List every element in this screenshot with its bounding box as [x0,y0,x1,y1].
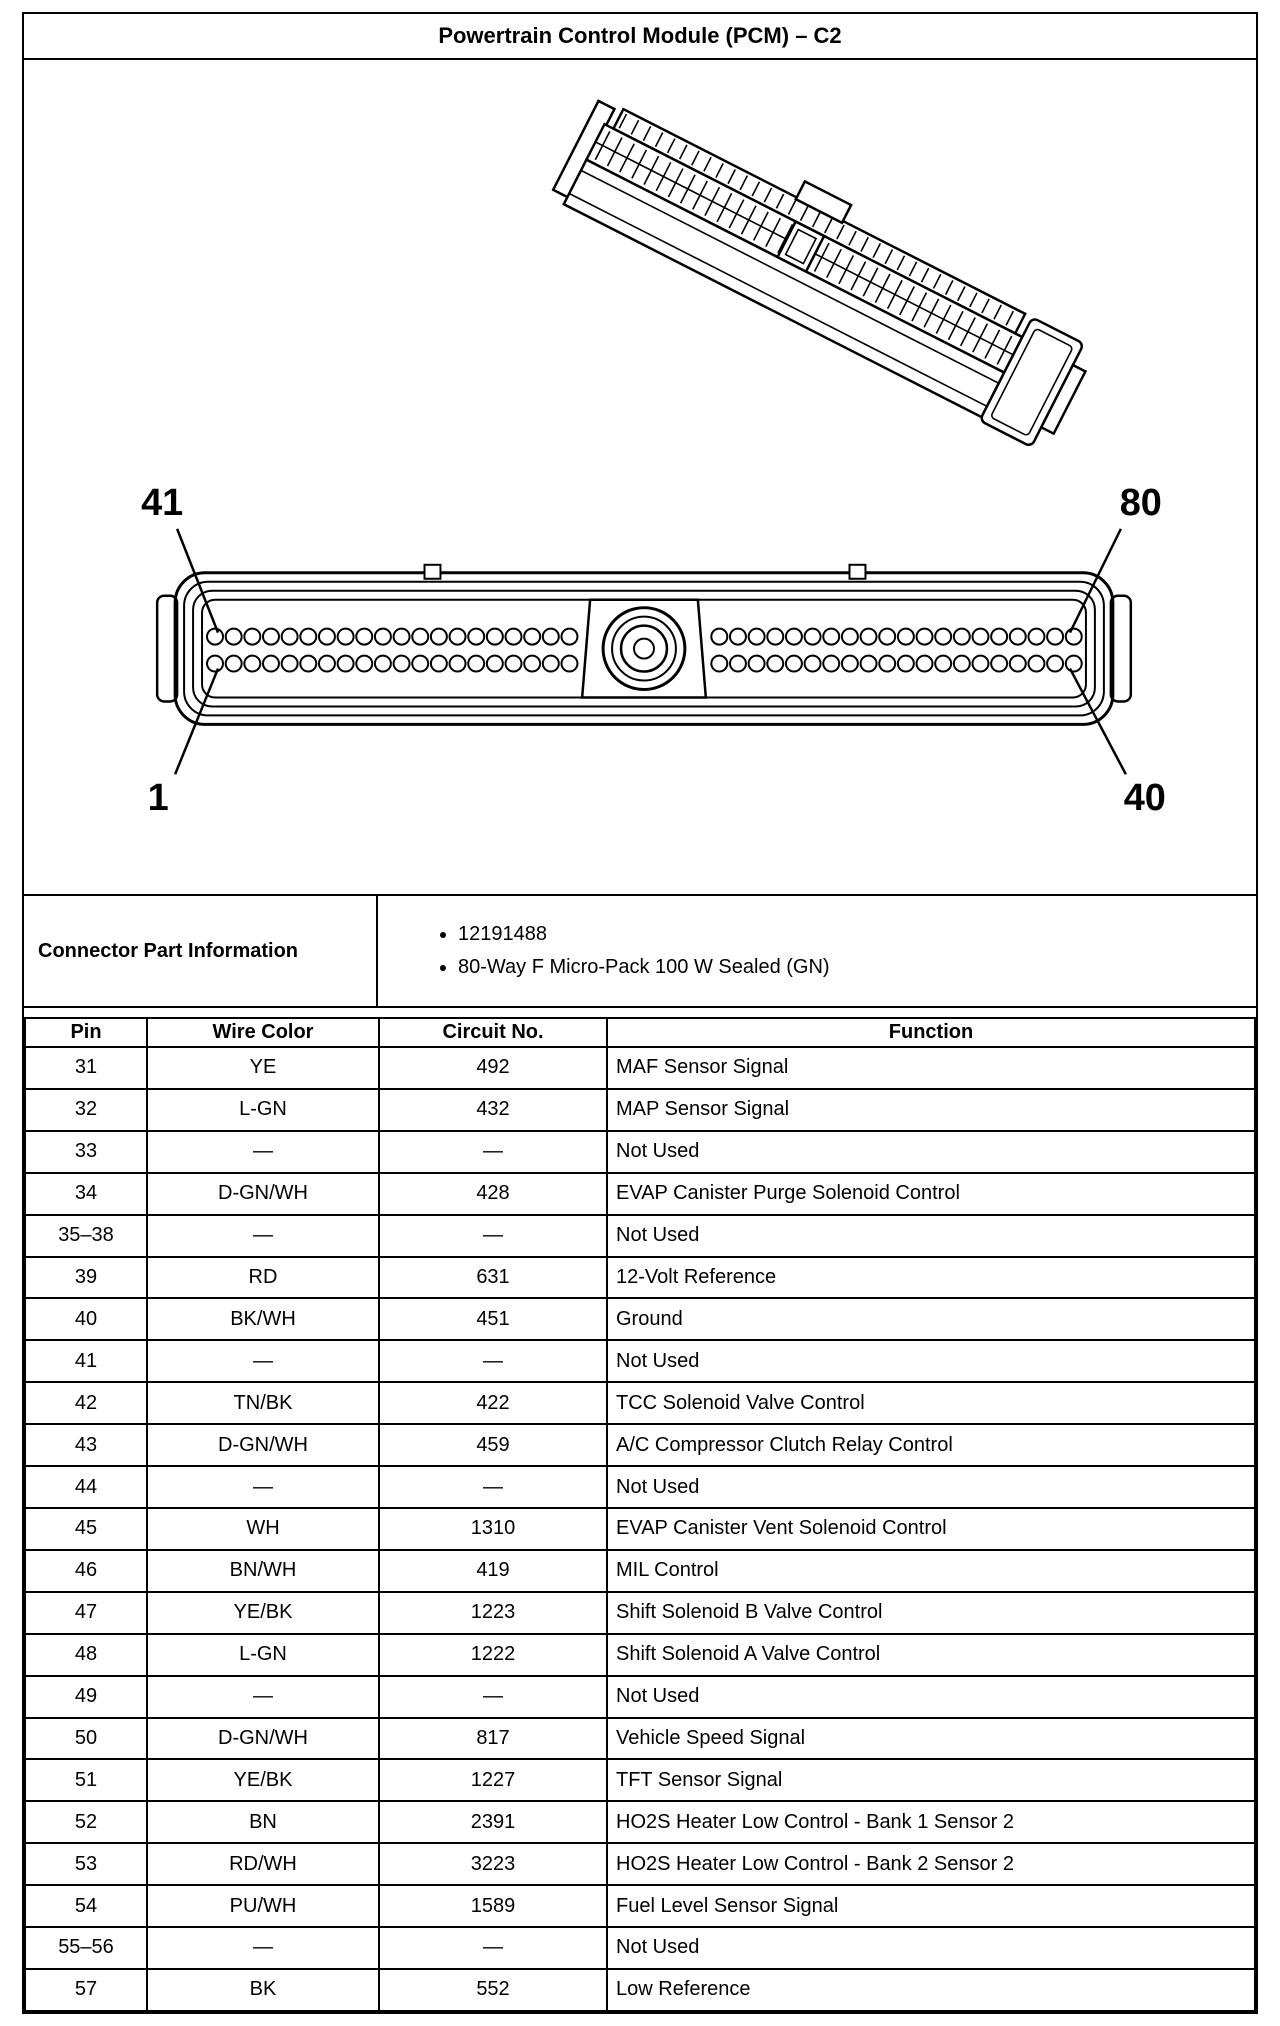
pin-cell: 35–38 [25,1215,147,1257]
pin-cell: 57 [25,1969,147,2011]
pin-cell: 55–56 [25,1927,147,1969]
connector-part-info-label: Connector Part Information [24,896,378,1006]
function-cell: Not Used [607,1676,1255,1718]
circuit-no-cell: 552 [379,1969,607,2011]
function-cell: HO2S Heater Low Control - Bank 1 Sensor 2 [607,1801,1255,1843]
circuit-no-cell: 492 [379,1047,607,1089]
table-row [25,1885,1255,1927]
circuit-no-cell: — [379,1466,607,1508]
wire-color-cell: BK [147,1969,379,2011]
table-row [25,1843,1255,1885]
wire-color-cell: — [147,1215,379,1257]
top-notch-left [425,565,441,579]
function-cell: Not Used [607,1927,1255,1969]
isometric-connector-view [548,81,1105,453]
pin-cell: 34 [25,1173,147,1215]
pin-cell: 33 [25,1131,147,1173]
circuit-no-cell: 817 [379,1718,607,1760]
table-row [25,1508,1255,1550]
pin-cell: 54 [25,1885,147,1927]
function-cell: A/C Compressor Clutch Relay Control [607,1424,1255,1466]
table-row [25,1676,1255,1718]
function-cell: Not Used [607,1340,1255,1382]
circuit-no-cell: 451 [379,1298,607,1340]
wire-color-cell: D-GN/WH [147,1718,379,1760]
circuit-no-cell: 428 [379,1173,607,1215]
circuit-no-cell: 1223 [379,1592,607,1634]
pin-cell: 46 [25,1550,147,1592]
wire-color-cell: BK/WH [147,1298,379,1340]
table-row [25,1801,1255,1843]
col-header-function: Function [607,1018,1255,1047]
wire-color-cell: RD/WH [147,1843,379,1885]
table-row [25,1131,1255,1173]
pin-cell: 43 [25,1424,147,1466]
table-row [25,1047,1255,1089]
table-row [25,1969,1255,2011]
circuit-no-cell: 1227 [379,1759,607,1801]
center-bolt-hole [603,608,685,690]
connector-part-info-values [378,896,1256,1006]
table-row [25,1718,1255,1760]
pin-cell: 45 [25,1508,147,1550]
circuit-no-cell: 3223 [379,1843,607,1885]
circuit-no-cell: — [379,1676,607,1718]
function-cell: Ground [607,1298,1255,1340]
circuit-no-cell: 2391 [379,1801,607,1843]
circuit-no-cell: 631 [379,1257,607,1299]
wire-color-cell: WH [147,1508,379,1550]
table-row [25,1759,1255,1801]
table-row [25,1634,1255,1676]
function-cell: MAF Sensor Signal [607,1047,1255,1089]
wire-color-cell: D-GN/WH [147,1173,379,1215]
document-frame [22,12,1258,2014]
function-cell: EVAP Canister Vent Solenoid Control [607,1508,1255,1550]
function-cell: Shift Solenoid A Valve Control [607,1634,1255,1676]
connector-part-info-row [24,896,1256,1008]
wire-color-cell: — [147,1466,379,1508]
wire-color-cell: — [147,1340,379,1382]
wire-color-cell: YE/BK [147,1592,379,1634]
section-gap [24,1008,1256,1017]
table-row [25,1215,1255,1257]
pin-80-label: 80 [1119,481,1162,524]
pin-cell: 40 [25,1298,147,1340]
wire-color-cell: — [147,1927,379,1969]
wire-color-cell: TN/BK [147,1382,379,1424]
circuit-no-cell: 432 [379,1089,607,1131]
wire-color-cell: YE [147,1047,379,1089]
wire-color-cell: L-GN [147,1634,379,1676]
pin-cell: 44 [25,1466,147,1508]
table-row [25,1382,1255,1424]
pin-cell: 50 [25,1718,147,1760]
function-cell: HO2S Heater Low Control - Bank 2 Sensor 2 [607,1843,1255,1885]
pin-cell: 41 [25,1340,147,1382]
wire-color-cell: RD [147,1257,379,1299]
circuit-no-cell: 422 [379,1382,607,1424]
table-row [25,1257,1255,1299]
pin-cell: 51 [25,1759,147,1801]
table-row [25,1340,1255,1382]
pin-cell: 49 [25,1676,147,1718]
circuit-no-cell: — [379,1215,607,1257]
part-description-item: • 80-Way F Micro-Pack 100 W Sealed (GN) [458,951,830,984]
function-cell: Not Used [607,1466,1255,1508]
pin-cell: 42 [25,1382,147,1424]
col-header-circuit-no: Circuit No. [379,1018,607,1047]
circuit-no-cell: — [379,1927,607,1969]
wire-color-cell: — [147,1676,379,1718]
pin-cell: 52 [25,1801,147,1843]
table-row [25,1173,1255,1215]
circuit-no-cell: — [379,1340,607,1382]
pin-cell: 53 [25,1843,147,1885]
table-row [25,1298,1255,1340]
pin-41-label: 41 [141,481,184,524]
wire-color-cell: — [147,1131,379,1173]
title-bar [24,14,1256,60]
table-row [25,1424,1255,1466]
pinout-table [24,1017,1256,2012]
function-cell: MIL Control [607,1550,1255,1592]
function-cell: Not Used [607,1131,1255,1173]
pin-40-label: 40 [1123,777,1166,820]
pin-cell: 39 [25,1257,147,1299]
pin-cell: 47 [25,1592,147,1634]
page-title: Powertrain Control Module (PCM) – C2 [438,23,842,48]
circuit-no-cell: 1589 [379,1885,607,1927]
function-cell: Low Reference [607,1969,1255,2011]
function-cell: Not Used [607,1215,1255,1257]
table-row [25,1927,1255,1969]
pin-cell: 48 [25,1634,147,1676]
function-cell: TFT Sensor Signal [607,1759,1255,1801]
function-cell: 12-Volt Reference [607,1257,1255,1299]
circuit-no-cell: — [379,1131,607,1173]
function-cell: Fuel Level Sensor Signal [607,1885,1255,1927]
part-info-list [378,918,830,984]
table-row [25,1550,1255,1592]
circuit-no-cell: 419 [379,1550,607,1592]
pinout-table-wrap [24,1017,1256,2012]
col-header-pin: Pin [25,1018,147,1047]
function-cell: EVAP Canister Purge Solenoid Control [607,1173,1255,1215]
wire-color-cell: L-GN [147,1089,379,1131]
connector-diagram-section [24,60,1256,896]
function-cell: Shift Solenoid B Valve Control [607,1592,1255,1634]
wire-color-cell: D-GN/WH [147,1424,379,1466]
part-number-item: • 12191488 [458,918,830,951]
table-row [25,1592,1255,1634]
connector-diagram-svg [24,60,1256,894]
wire-color-cell: YE/BK [147,1759,379,1801]
table-row [25,1466,1255,1508]
wire-color-cell: BN [147,1801,379,1843]
function-cell: TCC Solenoid Valve Control [607,1382,1255,1424]
pin-cell: 32 [25,1089,147,1131]
circuit-no-cell: 1310 [379,1508,607,1550]
top-notch-right [849,565,865,579]
circuit-no-cell: 1222 [379,1634,607,1676]
col-header-wire-color: Wire Color [147,1018,379,1047]
circuit-no-cell: 459 [379,1424,607,1466]
table-row [25,1089,1255,1131]
function-cell: Vehicle Speed Signal [607,1718,1255,1760]
pin-1-label: 1 [147,777,169,820]
table-header-row [25,1018,1255,1047]
connector-front-view [157,565,1131,725]
function-cell: MAP Sensor Signal [607,1089,1255,1131]
pin-cell: 31 [25,1047,147,1089]
wire-color-cell: PU/WH [147,1885,379,1927]
wire-color-cell: BN/WH [147,1550,379,1592]
